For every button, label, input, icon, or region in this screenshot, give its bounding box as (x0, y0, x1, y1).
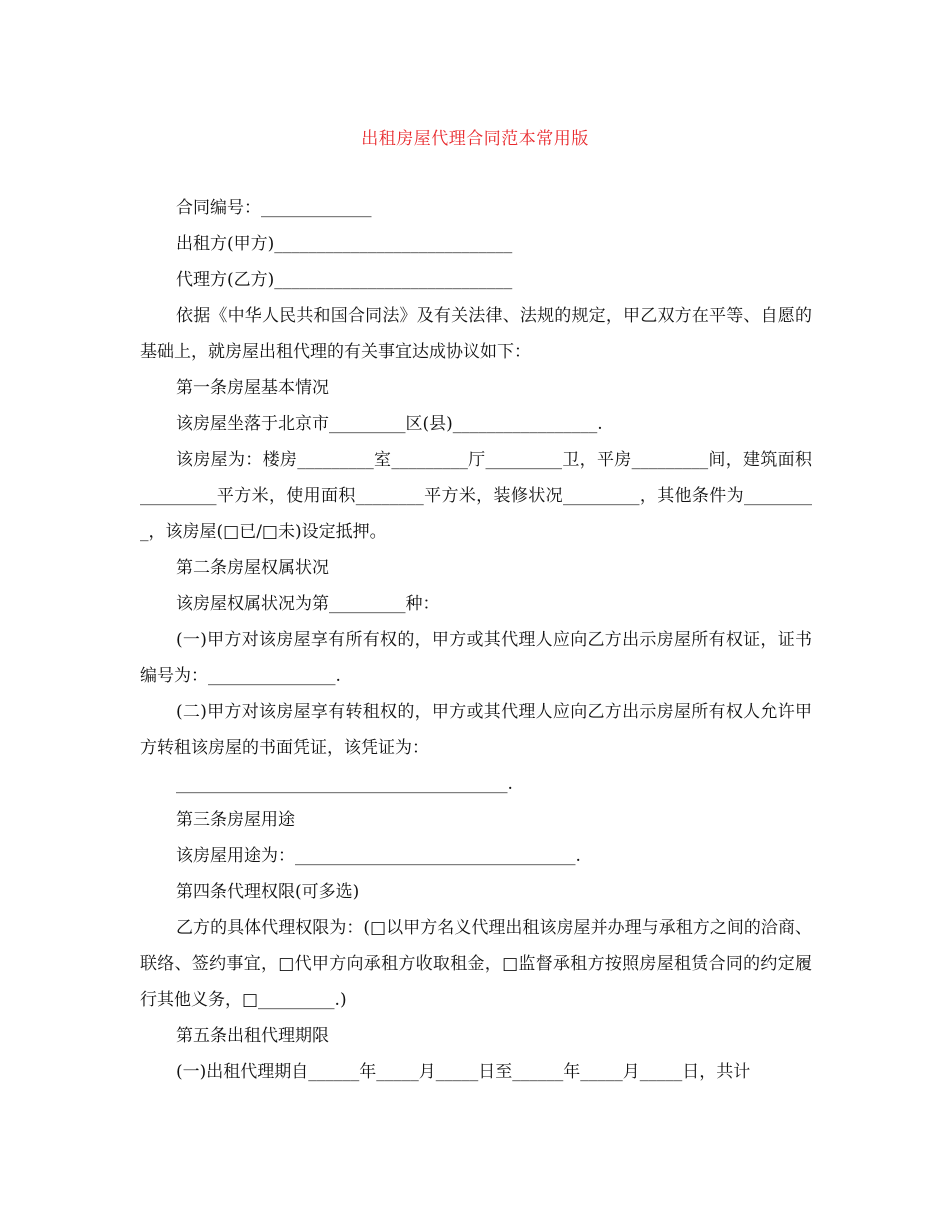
agent-line: 代理方(乙方)____________________________ (176, 270, 513, 290)
article-5-heading: 第五条出租代理期限 (176, 1026, 329, 1046)
document-body (140, 190, 812, 1090)
agency-period-paragraph: (一)出租代理期自______年_____月_____日至______年_____月_____日，共计 (176, 1062, 751, 1082)
article-1-heading: 第一条房屋基本情况 (176, 378, 329, 398)
house-location-paragraph: 该房屋坐落于北京市_________区(县)_________________. (176, 414, 603, 434)
agency-scope-paragraph: 乙方的具体代理权限为：(□以甲方名义代理出租该房屋并办理与承租方之间的洽商、联络、签约事宜，□代甲方向承租方收取租金，□监督承租方按照房屋租赁合同的约定履行其他义务，□_________.) (140, 918, 812, 1010)
document-title: 出租房屋代理合同范本常用版 (361, 129, 589, 149)
preamble-paragraph: 依据《中华人民共和国合同法》及有关法律、法规的规定，甲乙双方在平等、自愿的基础上，就房屋出租代理的有关事宜达成协议如下： (140, 306, 812, 362)
article-2-heading: 第二条房屋权属状况 (176, 558, 329, 578)
voucher-blank-line: _______________________________________. (176, 774, 513, 794)
ownership-case-1-paragraph: (一)甲方对该房屋享有所有权的，甲方或其代理人应向乙方出示房屋所有权证，证书编号为：_______________. (140, 630, 812, 686)
ownership-type-paragraph: 该房屋权属状况为第_________种： (176, 594, 440, 614)
house-details-paragraph: 该房屋为：楼房_________室_________厅_________卫，平房_________间，建筑面积_________平方米，使用面积________平方米，装修状况_________，其他条件为_________，该房屋(□已/□未)设定抵押。 (140, 450, 812, 542)
ownership-case-2-paragraph: (二)甲方对该房屋享有转租权的，甲方或其代理人应向乙方出示房屋所有权人允许甲方转租该房屋的书面凭证，该凭证为： (140, 702, 812, 758)
house-use-paragraph: 该房屋用途为：_________________________________. (176, 846, 581, 866)
article-3-heading: 第三条房屋用途 (176, 810, 295, 830)
contract-number-line: 合同编号：_____________ (176, 198, 372, 218)
lessor-line: 出租方(甲方)____________________________ (176, 234, 513, 254)
article-4-heading: 第四条代理权限(可多选) (176, 882, 360, 902)
